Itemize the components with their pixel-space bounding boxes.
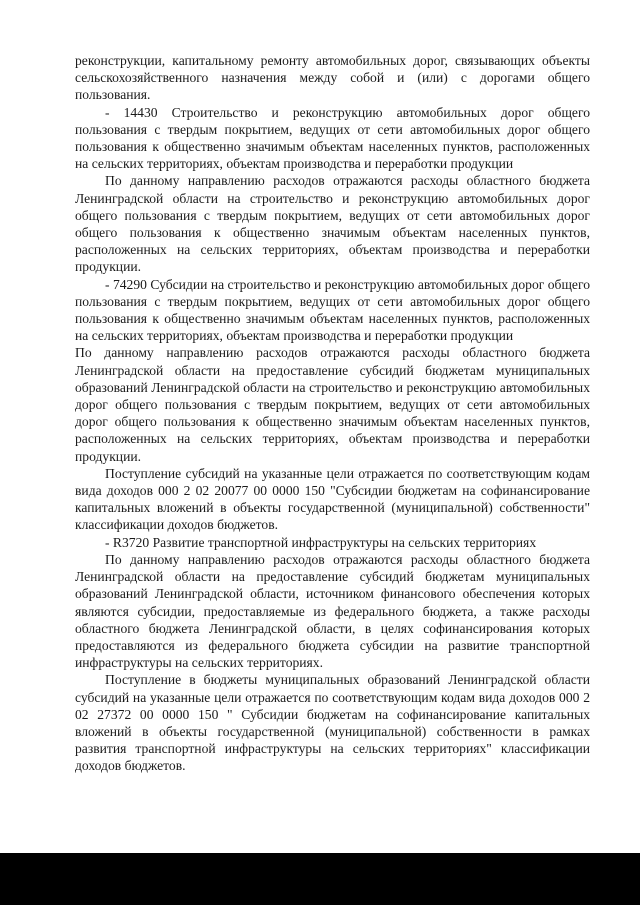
paragraph-code-r3720: - R3720 Развитие транспортной инфраструктуры на сельских территориях (105, 534, 537, 550)
paragraph-14430-description: По данному направлению расходов отражаются расходы областного бюджета Ленинградской области на строительство и реконструкцию автомобильных дорог общего пользования с твердым покрытием, ведущих от сети автомобильных дорог общего пользования к общественно значимым объектам населенных пунктов, расположенных на сельских территориях, объектам производства и переработки продукции. (75, 173, 590, 275)
paragraph-code-14430: - 14430 Строительство и реконструкцию автомобильных дорог общего пользования с твердым покрытием, ведущих от сети автомобильных дорог общего пользования к общественно значимым объектам населенных пунктов, расположенных на сельских территориях, объектам производства и переработки продукции (75, 104, 590, 172)
document-page (75, 52, 590, 775)
paragraph-74290-income-codes: Поступление субсидий на указанные цели отражается по соответствующим кодам вида доходов 000 2 02 20077 00 0000 150 "Субсидии бюджетам на софинансирование капитальных вложений в объекты государственной (муниципальной) собственности" классификации доходов бюджетов. (75, 465, 590, 533)
paragraph-continuation: реконструкции, капитальному ремонту автомобильных дорог, связывающих объекты сельскохозяйственного назначения между собой и (или) с дорогами общего пользования. (75, 53, 590, 103)
paragraph-74290-description: По данному направлению расходов отражаются расходы областного бюджета Ленинградской области на предоставление субсидий бюджетам муниципальных образований Ленинградской области на строительство и реконструкцию автомобильных дорог общего пользования с твердым покрытием, ведущих от сети автомобильных дорог общего пользования к общественно значимым объектам населенных пунктов, расположенных на сельских территориях, объектам производства и переработки продукции. (75, 345, 590, 464)
paragraph-r3720-income-codes: Поступление в бюджеты муниципальных образований Ленинградской области субсидий на указанные цели отражается по соответствующим кодам вида доходов 000 2 02 27372 00 0000 150 " Субсидии бюджетам на софинансирование капитальных вложений в объекты государственной (муниципальной) собственности в рамках развития транспортной инфраструктуры на сельских территориях" классификации доходов бюджетов. (75, 672, 590, 774)
scan-bottom-border (0, 853, 640, 905)
paragraph-r3720-description: По данному направлению расходов отражаются расходы областного бюджета Ленинградской области на предоставление субсидий бюджетам муниципальных образований Ленинградской области, источником финансового обеспечения которых являются субсидии, предоставляемые из федерального бюджета, а также расходы областного бюджета Ленинградской области, в целях софинансирования которых предоставляются из федерального бюджета субсидии на развитие транспортной инфраструктуры на сельских территориях. (75, 551, 590, 671)
paragraph-code-74290: - 74290 Субсидии на строительство и реконструкцию автомобильных дорог общего пользования с твердым покрытием, ведущих от сети автомобильных дорог общего пользования к общественно значимым объектам населенных пунктов, расположенных на сельских территориях, объектам производства и переработки продукции (75, 276, 590, 344)
